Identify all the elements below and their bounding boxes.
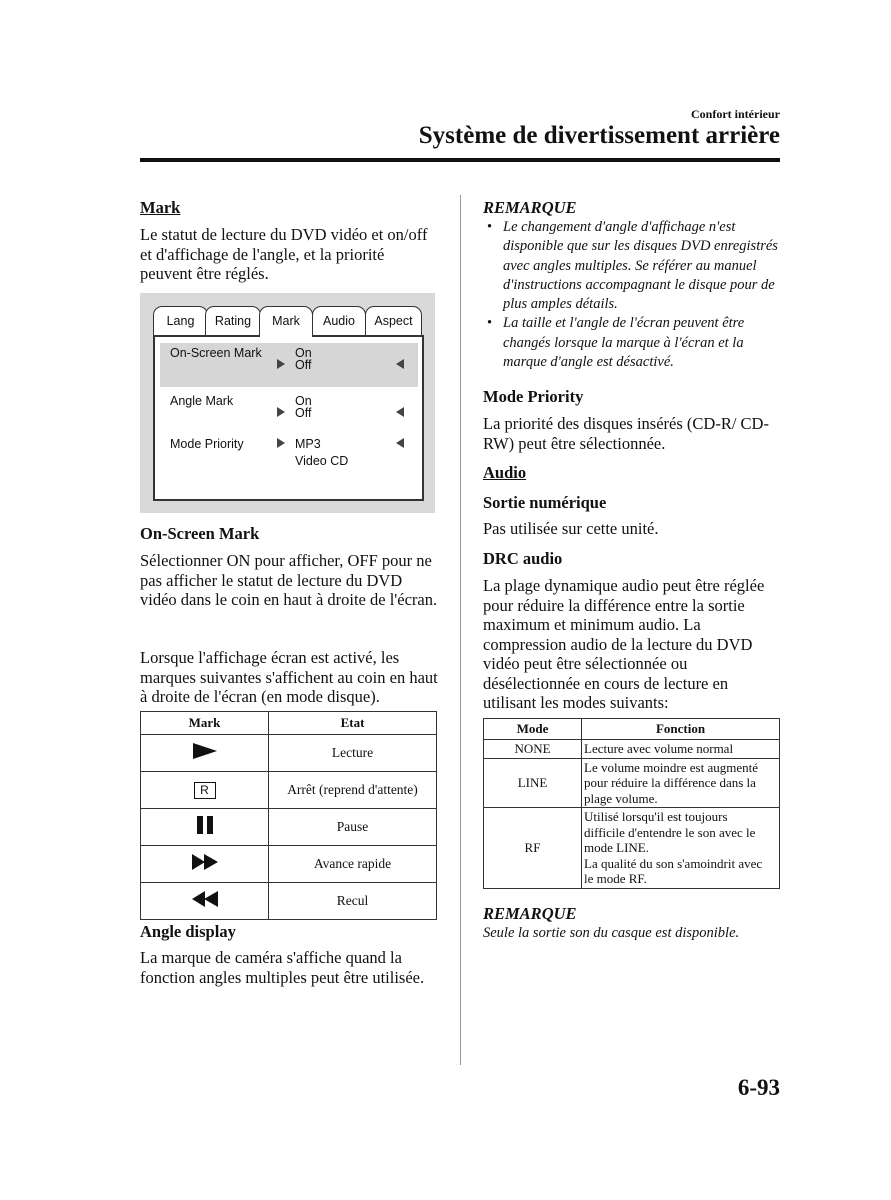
- play-icon: [192, 741, 218, 761]
- state-cell: Arrêt (reprend d'attente): [269, 772, 437, 809]
- mark-table: [140, 711, 437, 920]
- sortie-numerique-heading: Sortie numérique: [483, 493, 607, 512]
- page-title: Système de divertissement arrière: [418, 122, 780, 149]
- etat-column-header: Etat: [269, 712, 437, 735]
- right-arrow-icon: [277, 359, 285, 369]
- tab-aspect: Aspect: [365, 306, 422, 335]
- function-cell: Utilisé lorsqu'il est toujours difficile d'entendre le son avec le mode LINE. La qualité du son s'amoindrit avec le mode RF.: [582, 808, 780, 889]
- header-rule: [140, 158, 780, 162]
- mode-cell: RF: [484, 808, 582, 889]
- left-arrow-icon: [396, 359, 404, 369]
- section-label: Confort intérieur: [691, 107, 780, 121]
- drc-audio-text: La plage dynamique audio peut être réglée pour réduire la différence entre la sortie maximum et minimum audio. La compression audio de la lecture du DVD vidéo peut être sélectionnée ou désélectionnée en cours de lecture en utilisant les modes suivants:: [483, 576, 765, 712]
- table-row: [141, 772, 437, 809]
- fonction-column-header: Fonction: [582, 719, 780, 740]
- audio-heading: Audio: [483, 463, 527, 482]
- pause-icon: [195, 815, 215, 835]
- table-row: [484, 740, 780, 759]
- column-divider: [460, 195, 461, 1065]
- mode-priority-label: Mode Priority: [170, 437, 244, 451]
- mode-column-header: Mode: [484, 719, 582, 740]
- table-row: [484, 808, 780, 889]
- option-on: On: [295, 346, 312, 360]
- sortie-numerique-text: Pas utilisée sur cette unité.: [483, 519, 659, 538]
- state-cell: Recul: [269, 883, 437, 920]
- table-row: [141, 846, 437, 883]
- option-off: Off: [295, 358, 312, 372]
- onscreen-paragraph-2: Lorsque l'affichage écran est activé, les marques suivantes s'affichent au coin en haut à droite de l'écran (en mode disque).: [140, 648, 438, 706]
- left-arrow-icon: [396, 407, 404, 417]
- state-cell: Lecture: [269, 735, 437, 772]
- tab-mark: Mark: [259, 306, 313, 337]
- on-screen-mark-label: On-Screen Mark: [170, 346, 262, 360]
- resume-stop-icon: R: [194, 782, 216, 799]
- table-row: [141, 809, 437, 846]
- remarque-note-2: Seule la sortie son du casque est disponible.: [483, 925, 740, 941]
- mark-menu-screen: [140, 293, 435, 513]
- tab-rating: Rating: [205, 306, 261, 335]
- table-row: [141, 883, 437, 920]
- left-arrow-icon: [396, 438, 404, 448]
- state-cell: Pause: [269, 809, 437, 846]
- right-arrow-icon: [277, 407, 285, 417]
- onscreen-paragraph-1: Sélectionner ON pour afficher, OFF pour ne pas afficher le statut de lecture du DVD vidéo dans le coin en haut à droite de l'écran.: [140, 551, 438, 609]
- list-item: • La taille et l'angle de l'écran peuvent être changés lorsque la marque à l'écran et la marque d'angle est désactivé.: [487, 315, 745, 371]
- table-row: [141, 735, 437, 772]
- option-off: Off: [295, 406, 312, 420]
- rewind-icon: [191, 889, 219, 909]
- angle-mark-label: Angle Mark: [170, 394, 234, 408]
- option-mp3: MP3: [295, 437, 321, 451]
- angle-display-text: La marque de caméra s'affiche quand la fonction angles multiples peut être utilisée.: [140, 948, 425, 987]
- angle-display-heading: Angle display: [140, 922, 236, 941]
- option-on: On: [295, 394, 312, 408]
- drc-audio-heading: DRC audio: [483, 549, 563, 568]
- table-row: [484, 758, 780, 808]
- mark-heading: Mark: [140, 198, 181, 217]
- right-arrow-icon: [277, 438, 285, 448]
- remarque-note: [483, 218, 788, 372]
- drc-mode-table: [483, 718, 780, 889]
- remarque-heading-2: REMARQUE: [483, 904, 577, 923]
- mark-column-header: Mark: [141, 712, 269, 735]
- fast-forward-icon: [191, 852, 219, 872]
- option-video-cd: Video CD: [295, 454, 349, 468]
- mode-cell: LINE: [484, 758, 582, 808]
- onscreen-mark-heading: On-Screen Mark: [140, 524, 260, 543]
- state-cell: Avance rapide: [269, 846, 437, 883]
- function-cell: Lecture avec volume normal: [582, 740, 780, 759]
- list-item: • Le changement d'angle d'affichage n'est disponible que sur les disques DVD enregistrés avec angles multiples. Se référer au manuel d'instructions accompagnant le disque pour de plus amples détails.: [487, 219, 778, 313]
- tab-audio: Audio: [312, 306, 366, 335]
- function-cell: Le volume moindre est augmenté pour réduire la différence dans la plage volume.: [582, 758, 780, 808]
- mode-priority-text: La priorité des disques insérés (CD-R/ CD-RW) peut être sélectionnée.: [483, 414, 769, 453]
- tab-lang: Lang: [153, 306, 208, 335]
- remarque-heading: REMARQUE: [483, 198, 577, 217]
- mode-priority-heading: Mode Priority: [483, 387, 584, 406]
- mode-cell: NONE: [484, 740, 582, 759]
- mark-intro: Le statut de lecture du DVD vidéo et on/off et d'affichage de l'angle, et la priorité peuvent être réglés.: [140, 225, 428, 283]
- page-number: 6-93: [737, 1075, 780, 1100]
